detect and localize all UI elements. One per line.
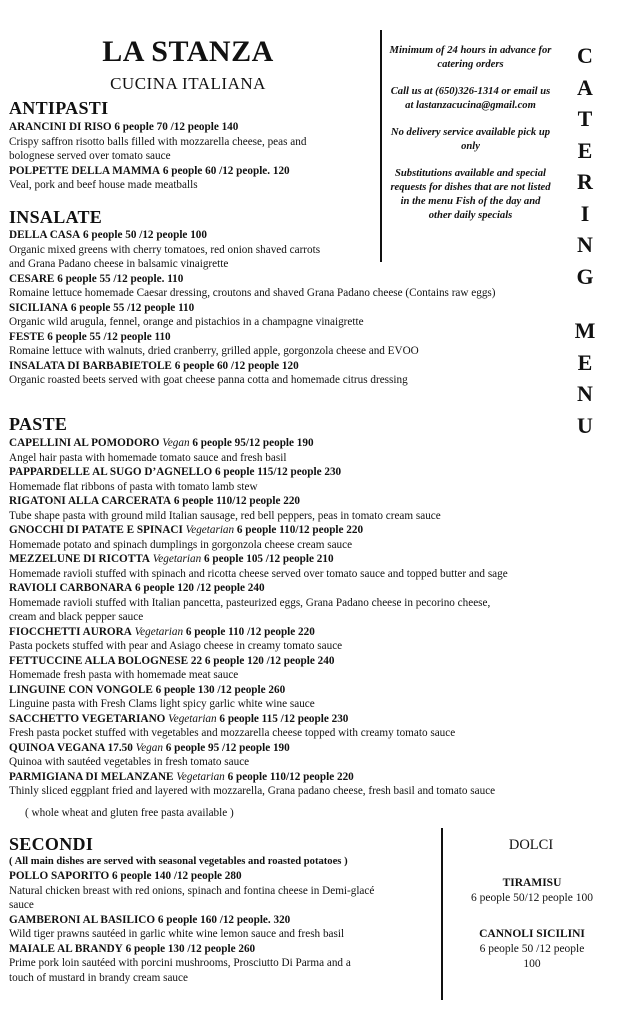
menu-item-description: Angel hair pasta with homemade tomato sauce and fresh basil bbox=[9, 451, 287, 464]
menu-item-name: FIOCCHETTI AURORA bbox=[9, 625, 132, 638]
menu-item-tag: Vegetarian bbox=[134, 625, 184, 638]
menu-item-heading bbox=[9, 359, 496, 374]
menu-item-price: 6 people 130 /12 people 260 bbox=[155, 683, 286, 696]
menu-item-name: RAVIOLI CARBONARA bbox=[9, 582, 133, 594]
menu-item-description: Organic roasted beets served with goat cheese panna cotta and homemade citrus dressing bbox=[9, 374, 408, 386]
menu-item-description: Homemade ravioli stuffed with spinach and ricotta cheese served over tomato sauce and topped butter and sage bbox=[9, 567, 508, 580]
menu-item-description: Homemade flat ribbons of pasta with tomato lamb stew bbox=[9, 480, 258, 493]
menu-item-price: 6 people 120 /12 people 240 bbox=[134, 582, 265, 594]
note-contact: Call us at (650)326-1314 or email us at lastanzacucina@gmail.com bbox=[390, 86, 551, 111]
menu-item-price: 6 people 60 /12 people. 120 bbox=[162, 164, 290, 177]
note-minimum: Minimum of 24 hours in advance for catering orders bbox=[389, 45, 552, 70]
catering-letter: C bbox=[577, 43, 593, 68]
insalate-list bbox=[9, 228, 496, 388]
antipasti-list bbox=[9, 120, 306, 193]
menu-item-heading bbox=[9, 523, 508, 538]
menu-item-description: Romaine lettuce homemade Caesar dressing, croutons and shaved Grana Padano cheese (Contains raw eggs) bbox=[9, 287, 496, 299]
menu-item-tag: Vegan bbox=[135, 741, 163, 754]
menu-item-description: Natural chicken breast with red onions, spinach and fontina cheese in Demi-glacé bbox=[9, 884, 375, 897]
menu-item-price: 6 people 95/12 people 190 bbox=[192, 437, 314, 449]
menu-item-description: Homemade fresh pasta with homemade meat sauce bbox=[9, 669, 239, 681]
spacer bbox=[570, 292, 600, 315]
menu-item-description: Crispy saffron risotto balls filled with mozzarella cheese, peas and bbox=[9, 135, 307, 148]
menu-item-heading bbox=[9, 494, 508, 509]
menu-item-description: bolognese served over tomato sauce bbox=[9, 150, 171, 162]
menu-item-description: Organic wild arugula, fennel, orange and pistachios in a champagne vinaigrette bbox=[9, 316, 364, 328]
menu-item-name: QUINOA VEGANA 17.50 bbox=[9, 741, 133, 754]
section-title-secondi: SECONDI bbox=[9, 834, 94, 854]
menu-item-heading bbox=[9, 770, 508, 785]
menu-item-description: sauce bbox=[9, 899, 34, 911]
divider-bottom bbox=[441, 828, 443, 1000]
paste-list bbox=[9, 436, 508, 799]
catering-letter: T bbox=[577, 106, 593, 131]
menu-item-heading bbox=[9, 164, 306, 179]
catering-letter: E bbox=[577, 137, 593, 163]
menu-item-heading bbox=[9, 436, 508, 451]
dolci-name: CANNOLI SICILINI bbox=[479, 928, 585, 940]
menu-item-name: SACCHETTO VEGETARIANO bbox=[9, 712, 166, 725]
menu-item-tag: Vegetarian bbox=[152, 553, 202, 565]
menu-item-price: 6 people 70 /12 people 140 bbox=[114, 121, 239, 133]
menu-item-price: 6 people 60 /12 people 120 bbox=[174, 359, 299, 372]
dolci-price: 6 people 50 /12 people bbox=[479, 943, 585, 955]
menu-item-name: POLLO SAPORITO bbox=[9, 870, 110, 882]
section-title-insalate: INSALATE bbox=[9, 207, 103, 227]
menu-item-price: 6 people 110/12 people 220 bbox=[227, 770, 354, 783]
menu-item-price: 6 people 55 /12 people 110 bbox=[47, 330, 171, 343]
menu-item-heading bbox=[9, 683, 508, 698]
menu-item-name: PARMIGIANA DI MELANZANE bbox=[9, 770, 174, 783]
menu-item-heading bbox=[9, 654, 508, 669]
menu-letter: U bbox=[577, 412, 593, 438]
menu-item-price: 6 people 95 /12 people 190 bbox=[165, 741, 290, 754]
menu-item-name: MEZZELUNE DI RICOTTA bbox=[9, 553, 150, 565]
menu-item-description: Quinoa with sautéed vegetables in fresh tomato sauce bbox=[9, 756, 250, 768]
menu-item-heading bbox=[9, 272, 496, 287]
menu-item-description: Fresh pasta pocket stuffed with vegetables and mozzarella cheese topped with creamy tomato sauce bbox=[9, 727, 456, 739]
restaurant-subtitle: CUCINA ITALIANA bbox=[110, 74, 266, 93]
catering-letter: N bbox=[577, 232, 593, 257]
menu-item-name: FETTUCCINE ALLA BOLOGNESE 22 bbox=[9, 654, 203, 667]
restaurant-title: LA STANZA bbox=[102, 35, 274, 68]
menu-item-name: GAMBERONI AL BASILICO bbox=[9, 913, 156, 926]
dolci-item-tiramisu bbox=[452, 876, 612, 906]
menu-item-price: 6 people 55 /12 people. 110 bbox=[57, 272, 184, 285]
menu-item-tag: Vegetarian bbox=[176, 770, 225, 783]
menu-letter: N bbox=[577, 381, 593, 406]
menu-item-price: 6 people 130 /12 people 260 bbox=[125, 942, 256, 955]
menu-item-name: FESTE bbox=[9, 330, 45, 343]
note-delivery: No delivery service available pick up only bbox=[390, 127, 551, 152]
menu-item-description: cream and black pepper sauce bbox=[9, 611, 144, 623]
menu-item-name: CAPELLINI AL POMODORO bbox=[9, 437, 160, 449]
catering-notes bbox=[388, 44, 553, 236]
menu-item-name: RIGATONI ALLA CARCERATA bbox=[9, 495, 172, 507]
menu-item-name: ARANCINI DI RISO bbox=[9, 121, 112, 133]
catering-letter: I bbox=[580, 200, 590, 226]
menu-item-description: Organic mixed greens with cherry tomatoes, red onion shaved carrots bbox=[9, 243, 321, 256]
menu-item-heading bbox=[9, 465, 508, 480]
dolci-price: 100 bbox=[523, 958, 541, 970]
menu-item-heading bbox=[9, 581, 508, 596]
catering-letter: R bbox=[577, 169, 593, 194]
menu-item-name: INSALATA DI BARBABIETOLE bbox=[9, 359, 172, 372]
menu-item-description: Pasta pockets stuffed with pear and Asiago cheese in creamy tomato sauce bbox=[9, 640, 343, 652]
menu-item-heading bbox=[9, 942, 434, 957]
menu-item-price: 6 people 115/12 people 230 bbox=[214, 466, 342, 478]
note-substitutions: Substitutions available and special requests for dishes that are not listed in the menu Fish of the day and other daily specials bbox=[390, 168, 551, 221]
menu-item-price: 6 people 55 /12 people 110 bbox=[70, 301, 195, 314]
menu-item-heading bbox=[9, 741, 508, 756]
section-title-antipasti: ANTIPASTI bbox=[9, 98, 109, 118]
menu-item-heading bbox=[9, 552, 508, 567]
menu-item-heading bbox=[9, 625, 508, 640]
menu-item-description: Tube shape pasta with ground mild Italian sausage, red bell peppers, peas in tomato cream sauce bbox=[9, 509, 441, 522]
catering-menu-vertical bbox=[570, 40, 600, 441]
menu-item-heading bbox=[9, 330, 496, 345]
menu-item-description: Veal, pork and beef house made meatballs bbox=[9, 179, 198, 191]
dolci-item-cannoli bbox=[452, 927, 612, 972]
menu-item-tag: Vegetarian bbox=[168, 712, 217, 725]
menu-item-price: 6 people 50 /12 people 100 bbox=[82, 229, 207, 241]
menu-item-description: Prime pork loin sautéed with porcini mushrooms, Prosciutto Di Parma and a bbox=[9, 957, 351, 969]
menu-item-price: 6 people 160 /12 people. 320 bbox=[157, 913, 291, 926]
catering-letter: G bbox=[576, 263, 594, 289]
menu-item-description: Thinly sliced eggplant fried and layered with mozzarella, Grana padano cheese, fresh basil and tomato sauce bbox=[9, 785, 496, 797]
menu-item-heading bbox=[9, 301, 496, 316]
menu-item-description: Romaine lettuce with walnuts, dried cranberry, grilled apple, gorgonzola cheese and EVOO bbox=[9, 345, 419, 357]
pasta-footnote: ( whole wheat and gluten free pasta available ) bbox=[25, 807, 234, 819]
menu-item-name: CESARE bbox=[9, 272, 55, 285]
dolci-price: 6 people 50/12 people 100 bbox=[470, 892, 593, 904]
menu-item-heading bbox=[9, 869, 434, 884]
section-title-dolci: DOLCI bbox=[508, 837, 554, 853]
secondi-list bbox=[9, 869, 434, 985]
menu-item-tag: Vegan bbox=[162, 437, 190, 449]
menu-item-price: 6 people 110/12 people 220 bbox=[173, 495, 301, 507]
menu-letter: M bbox=[574, 318, 596, 343]
secondi-note: ( All main dishes are served with seasonal vegetables and roasted potatoes ) bbox=[9, 856, 348, 867]
menu-item-name: LINGUINE CON VONGOLE bbox=[9, 683, 153, 696]
menu-item-tag: Vegetarian bbox=[185, 524, 235, 536]
menu-letter: E bbox=[577, 349, 593, 375]
section-title-paste: PASTE bbox=[9, 414, 68, 434]
menu-item-description: touch of mustard in brandy cream sauce bbox=[9, 971, 188, 984]
menu-item-description: and Grana Padano cheese in balsamic vinaigrette bbox=[9, 258, 229, 270]
menu-item-description: Wild tiger prawns sautéed in garlic white wine lemon sauce and fresh basil bbox=[9, 928, 345, 940]
menu-item-heading bbox=[9, 712, 508, 727]
menu-item-price: 6 people 120 /12 people 240 bbox=[204, 654, 335, 667]
menu-item-price: 6 people 105 /12 people 210 bbox=[203, 553, 334, 565]
menu-item-name: POLPETTE DELLA MAMMA bbox=[9, 164, 161, 177]
menu-item-heading bbox=[9, 120, 306, 135]
menu-item-price: 6 people 110/12 people 220 bbox=[236, 524, 364, 536]
menu-item-heading bbox=[9, 228, 496, 243]
menu-item-price: 6 people 140 /12 people 280 bbox=[112, 870, 242, 882]
menu-item-description: Homemade potato and spinach dumplings in gorgonzola cheese cream sauce bbox=[9, 538, 353, 551]
menu-item-price: 6 people 110 /12 people 220 bbox=[185, 625, 315, 638]
menu-item-description: Homemade ravioli stuffed with Italian pancetta, pasteurized eggs, Grana Padano cheese in pecorino cheese, bbox=[9, 596, 491, 609]
menu-item-name: DELLA CASA bbox=[9, 229, 81, 241]
menu-item-name: SICILIANA bbox=[9, 301, 69, 314]
dolci-name: TIRAMISU bbox=[502, 877, 562, 889]
catering-letter: A bbox=[577, 74, 593, 100]
menu-item-description: Linguine pasta with Fresh Clams light spicy garlic white wine sauce bbox=[9, 698, 315, 710]
menu-item-heading bbox=[9, 913, 434, 928]
menu-item-name: MAIALE AL BRANDY bbox=[9, 942, 123, 955]
menu-item-price: 6 people 115 /12 people 230 bbox=[219, 712, 349, 725]
menu-item-name: GNOCCHI DI PATATE E SPINACI bbox=[9, 524, 183, 536]
menu-item-name: PAPPARDELLE AL SUGO D’AGNELLO bbox=[9, 466, 213, 478]
